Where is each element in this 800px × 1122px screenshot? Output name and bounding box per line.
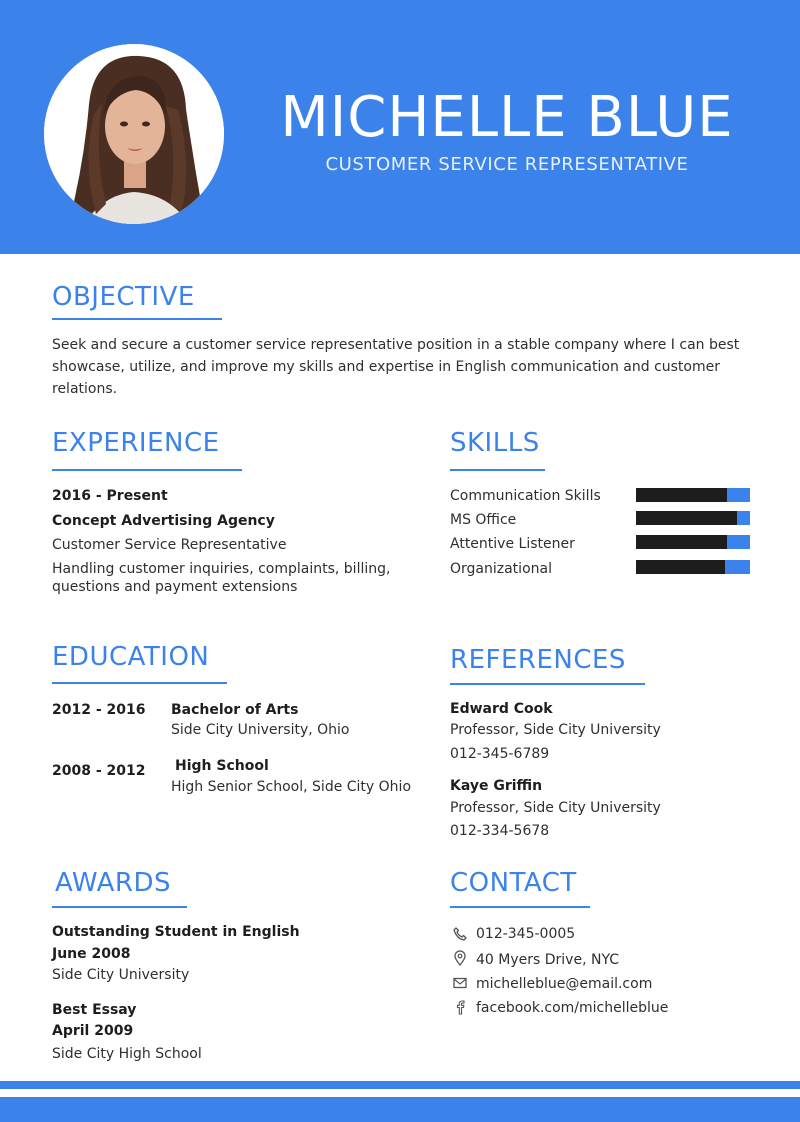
contact-heading: CONTACT bbox=[450, 868, 577, 898]
reference-name: Edward Cook bbox=[450, 701, 553, 717]
experience-desc-line-1: Handling customer inquiries, complaints, billing, bbox=[52, 561, 391, 577]
skill-bar bbox=[636, 511, 750, 525]
objective-text: Seek and secure a customer service representative position in a stable company where I can best showcase, utilize, and improve my skills and expertise in English communication and customer relations. bbox=[52, 337, 740, 397]
award-date: June 2008 bbox=[52, 946, 131, 962]
contact-facebook: facebook.com/michelleblue bbox=[476, 1000, 669, 1016]
phone-icon bbox=[452, 926, 468, 942]
skill-bar-fill bbox=[636, 511, 737, 525]
skills-heading: SKILLS bbox=[450, 428, 540, 458]
objective-rule bbox=[52, 318, 222, 320]
awards-rule bbox=[52, 906, 187, 908]
skills-rule bbox=[450, 469, 545, 471]
candidate-title: CUSTOMER SERVICE REPRESENTATIVE bbox=[325, 154, 689, 175]
skill-bar-fill bbox=[636, 535, 727, 549]
contact-rule bbox=[450, 906, 590, 908]
award-title: Outstanding Student in English bbox=[52, 924, 300, 940]
education-years: 2008 - 2012 bbox=[52, 763, 146, 779]
education-rule bbox=[52, 682, 227, 684]
awards-heading: AWARDS bbox=[55, 868, 172, 898]
award-org: Side City High School bbox=[52, 1046, 202, 1062]
skill-label: Attentive Listener bbox=[450, 536, 575, 552]
skill-bar-fill bbox=[636, 560, 725, 574]
experience-rule bbox=[52, 469, 242, 471]
experience-heading: EXPERIENCE bbox=[52, 428, 220, 458]
education-years: 2012 - 2016 bbox=[52, 702, 146, 718]
reference-position: Professor, Side City University bbox=[450, 722, 661, 738]
education-degree: High School bbox=[175, 758, 269, 774]
reference-phone: 012-345-6789 bbox=[450, 746, 550, 762]
skill-bar bbox=[636, 560, 750, 574]
skill-label: Communication Skills bbox=[450, 488, 601, 504]
award-org: Side City University bbox=[52, 967, 190, 983]
contact-phone: 012-345-0005 bbox=[476, 926, 576, 942]
header-banner bbox=[0, 0, 800, 254]
objective-heading: OBJECTIVE bbox=[52, 282, 195, 312]
email-icon bbox=[452, 975, 468, 991]
reference-name: Kaye Griffin bbox=[450, 778, 543, 794]
facebook-icon bbox=[452, 999, 468, 1015]
education-heading: EDUCATION bbox=[52, 642, 210, 672]
references-rule bbox=[450, 683, 645, 685]
profile-photo bbox=[44, 44, 224, 224]
contact-address: 40 Myers Drive, NYC bbox=[476, 952, 620, 968]
references-heading: REFERENCES bbox=[450, 645, 626, 675]
education-degree: Bachelor of Arts bbox=[171, 702, 299, 718]
skill-bar bbox=[636, 488, 750, 502]
award-date: April 2009 bbox=[52, 1023, 134, 1039]
experience-dates: 2016 - Present bbox=[52, 488, 168, 504]
reference-phone: 012-334-5678 bbox=[450, 823, 550, 839]
skill-label: Organizational bbox=[450, 561, 552, 577]
location-pin-icon bbox=[452, 950, 468, 966]
skill-bar bbox=[636, 535, 750, 549]
education-school: High Senior School, Side City Ohio bbox=[171, 779, 412, 795]
award-title: Best Essay bbox=[52, 1002, 137, 1018]
candidate-name: MICHELLE BLUE bbox=[280, 85, 734, 150]
education-school: Side City University, Ohio bbox=[171, 722, 350, 738]
skill-bar-fill bbox=[636, 488, 727, 502]
contact-email: michelleblue@email.com bbox=[476, 976, 653, 992]
experience-desc-line-2: questions and payment extensions bbox=[52, 579, 298, 595]
footer-band bbox=[0, 1097, 800, 1122]
reference-position: Professor, Side City University bbox=[450, 800, 661, 816]
skill-label: MS Office bbox=[450, 512, 517, 528]
experience-company: Concept Advertising Agency bbox=[52, 513, 275, 529]
footer-stripe bbox=[0, 1081, 800, 1089]
experience-role: Customer Service Representative bbox=[52, 537, 287, 553]
